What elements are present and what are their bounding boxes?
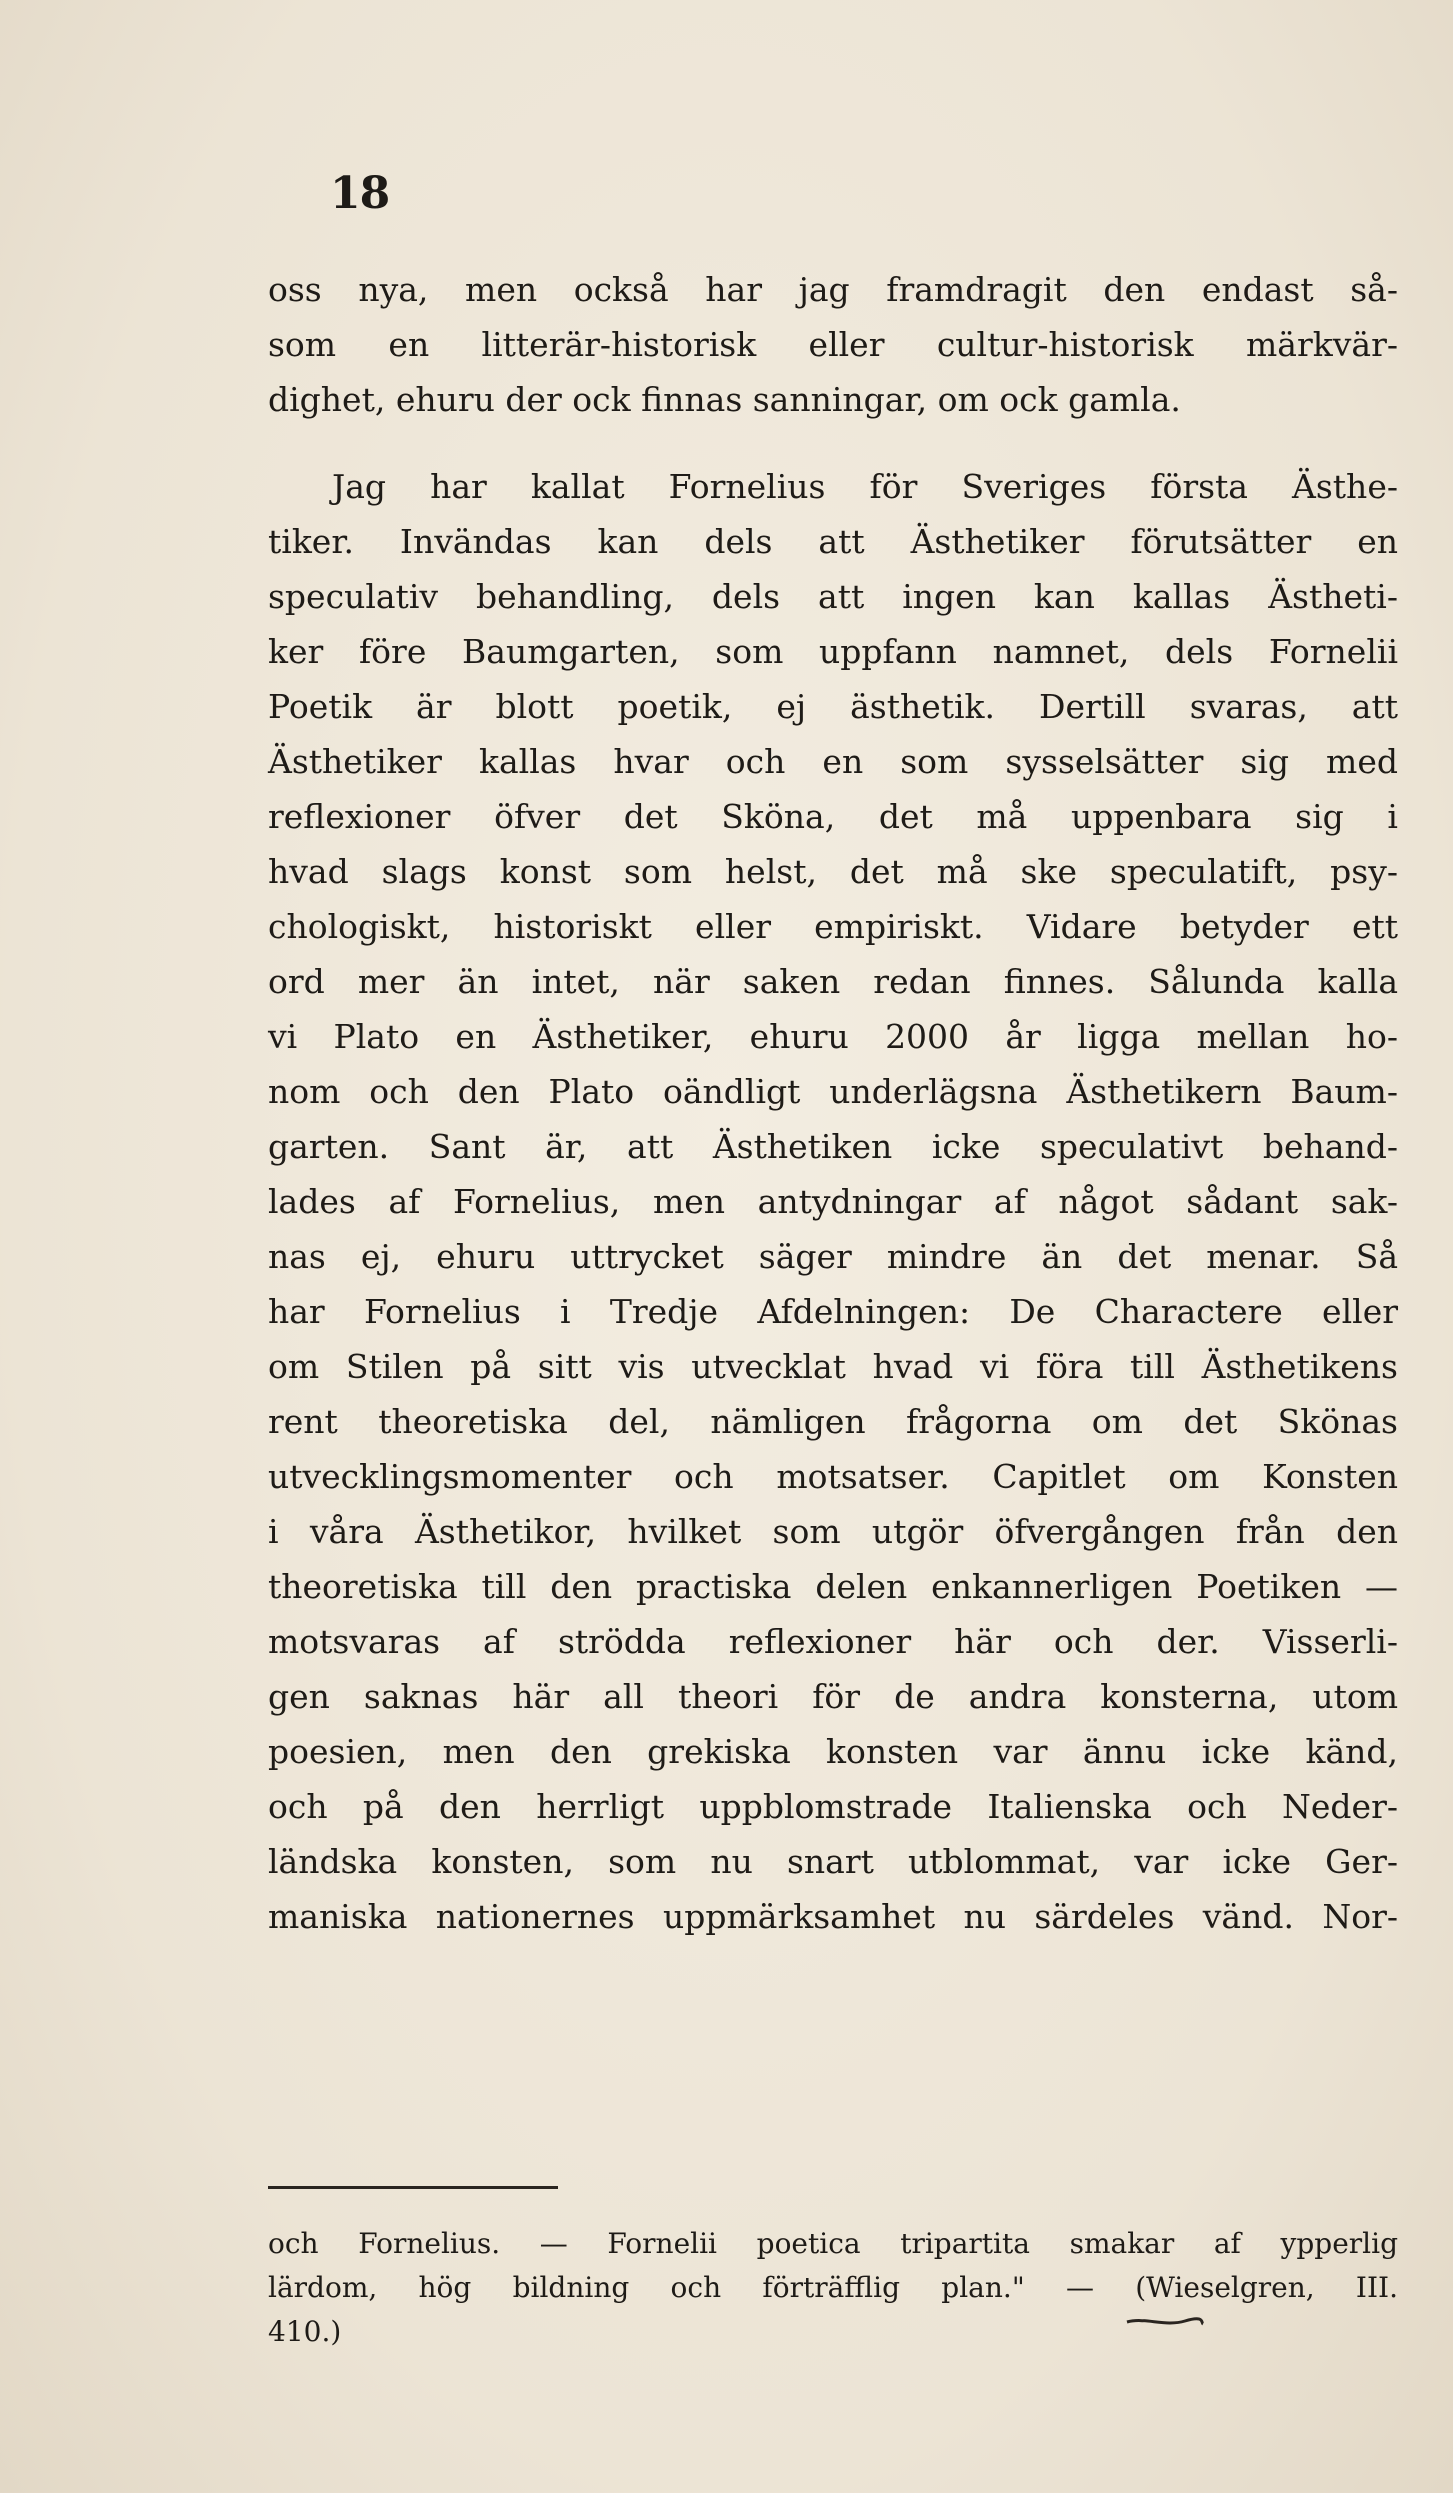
text-line: Jag har kallat Fornelius för Sveriges första Ästhe- bbox=[332, 467, 1398, 506]
text-line: ord mer än intet, när saken redan finnes. Sålunda kalla bbox=[268, 962, 1398, 1001]
text-line: och på den herrligt uppblomstrade Italienska och Neder- bbox=[268, 1787, 1398, 1826]
text-line: motsvaras af strödda reflexioner här och der. Visserli- bbox=[268, 1622, 1398, 1661]
text-line: som en litterär-historisk eller cultur-historisk märkvär- bbox=[268, 325, 1398, 364]
text-line: nom och den Plato oändligt underlägsna Ästhetikern Baum- bbox=[268, 1072, 1398, 1111]
text-line: dighet, ehuru der ock finnas sanningar, om ock gamla. bbox=[268, 380, 1181, 419]
text-line: i våra Ästhetikor, hvilket som utgör öfvergången från den bbox=[268, 1512, 1398, 1551]
footnote-line: lärdom, hög bildning och förträfflig plan." — (Wieselgren, III. bbox=[268, 2271, 1398, 2304]
text-line: utvecklingsmomenter och motsatser. Capitlet om Konsten bbox=[268, 1457, 1398, 1496]
footnote-line: och Fornelius. — Fornelii poetica tripartita smakar af ypperlig bbox=[268, 2227, 1398, 2260]
end-ornament-icon bbox=[1125, 2315, 1205, 2329]
text-line: theoretiska till den practiska delen enkannerligen Poetiken — bbox=[268, 1567, 1398, 1606]
text-line: tiker. Invändas kan dels att Ästhetiker förutsätter en bbox=[268, 522, 1398, 561]
footnote-line: 410.) bbox=[268, 2315, 342, 2348]
text-line: rent theoretiska del, nämligen frågorna om det Skönas bbox=[268, 1402, 1398, 1441]
text-line: garten. Sant är, att Ästhetiken icke speculativt behand- bbox=[268, 1127, 1398, 1166]
text-line: Ästhetiker kallas hvar och en som sysselsätter sig med bbox=[268, 742, 1398, 781]
text-line: speculativ behandling, dels att ingen kan kallas Ästheti- bbox=[268, 577, 1398, 616]
page-number: 18 bbox=[330, 168, 390, 219]
text-line: lades af Fornelius, men antydningar af något sådant sak- bbox=[268, 1182, 1398, 1221]
text-line: maniska nationernes uppmärksamhet nu särdeles vänd. Nor- bbox=[268, 1897, 1398, 1936]
text-line: om Stilen på sitt vis utvecklat hvad vi föra till Ästhetikens bbox=[268, 1347, 1398, 1386]
body-text bbox=[268, 262, 1398, 1944]
text-line: oss nya, men också har jag framdragit den endast så- bbox=[268, 270, 1398, 309]
paragraph-gap bbox=[268, 427, 1398, 459]
text-line: ländska konsten, som nu snart utblommat, var icke Ger- bbox=[268, 1842, 1398, 1881]
text-line: reflexioner öfver det Sköna, det må uppenbara sig i bbox=[268, 797, 1398, 836]
text-line: Poetik är blott poetik, ej ästhetik. Dertill svaras, att bbox=[268, 687, 1398, 726]
text-line: ker före Baumgarten, som uppfann namnet, dels Fornelii bbox=[268, 632, 1398, 671]
text-line: har Fornelius i Tredje Afdelningen: De Charactere eller bbox=[268, 1292, 1398, 1331]
footnote-divider bbox=[268, 2186, 558, 2189]
text-line: hvad slags konst som helst, det må ske speculatift, psy- bbox=[268, 852, 1398, 891]
footnote bbox=[268, 2222, 1398, 2354]
text-line: chologiskt, historiskt eller empiriskt. Vidare betyder ett bbox=[268, 907, 1398, 946]
text-line: vi Plato en Ästhetiker, ehuru 2000 år ligga mellan ho- bbox=[268, 1017, 1398, 1056]
text-line: gen saknas här all theori för de andra konsterna, utom bbox=[268, 1677, 1398, 1716]
text-line: poesien, men den grekiska konsten var ännu icke känd, bbox=[268, 1732, 1398, 1771]
text-line: nas ej, ehuru uttrycket säger mindre än det menar. Så bbox=[268, 1237, 1398, 1276]
